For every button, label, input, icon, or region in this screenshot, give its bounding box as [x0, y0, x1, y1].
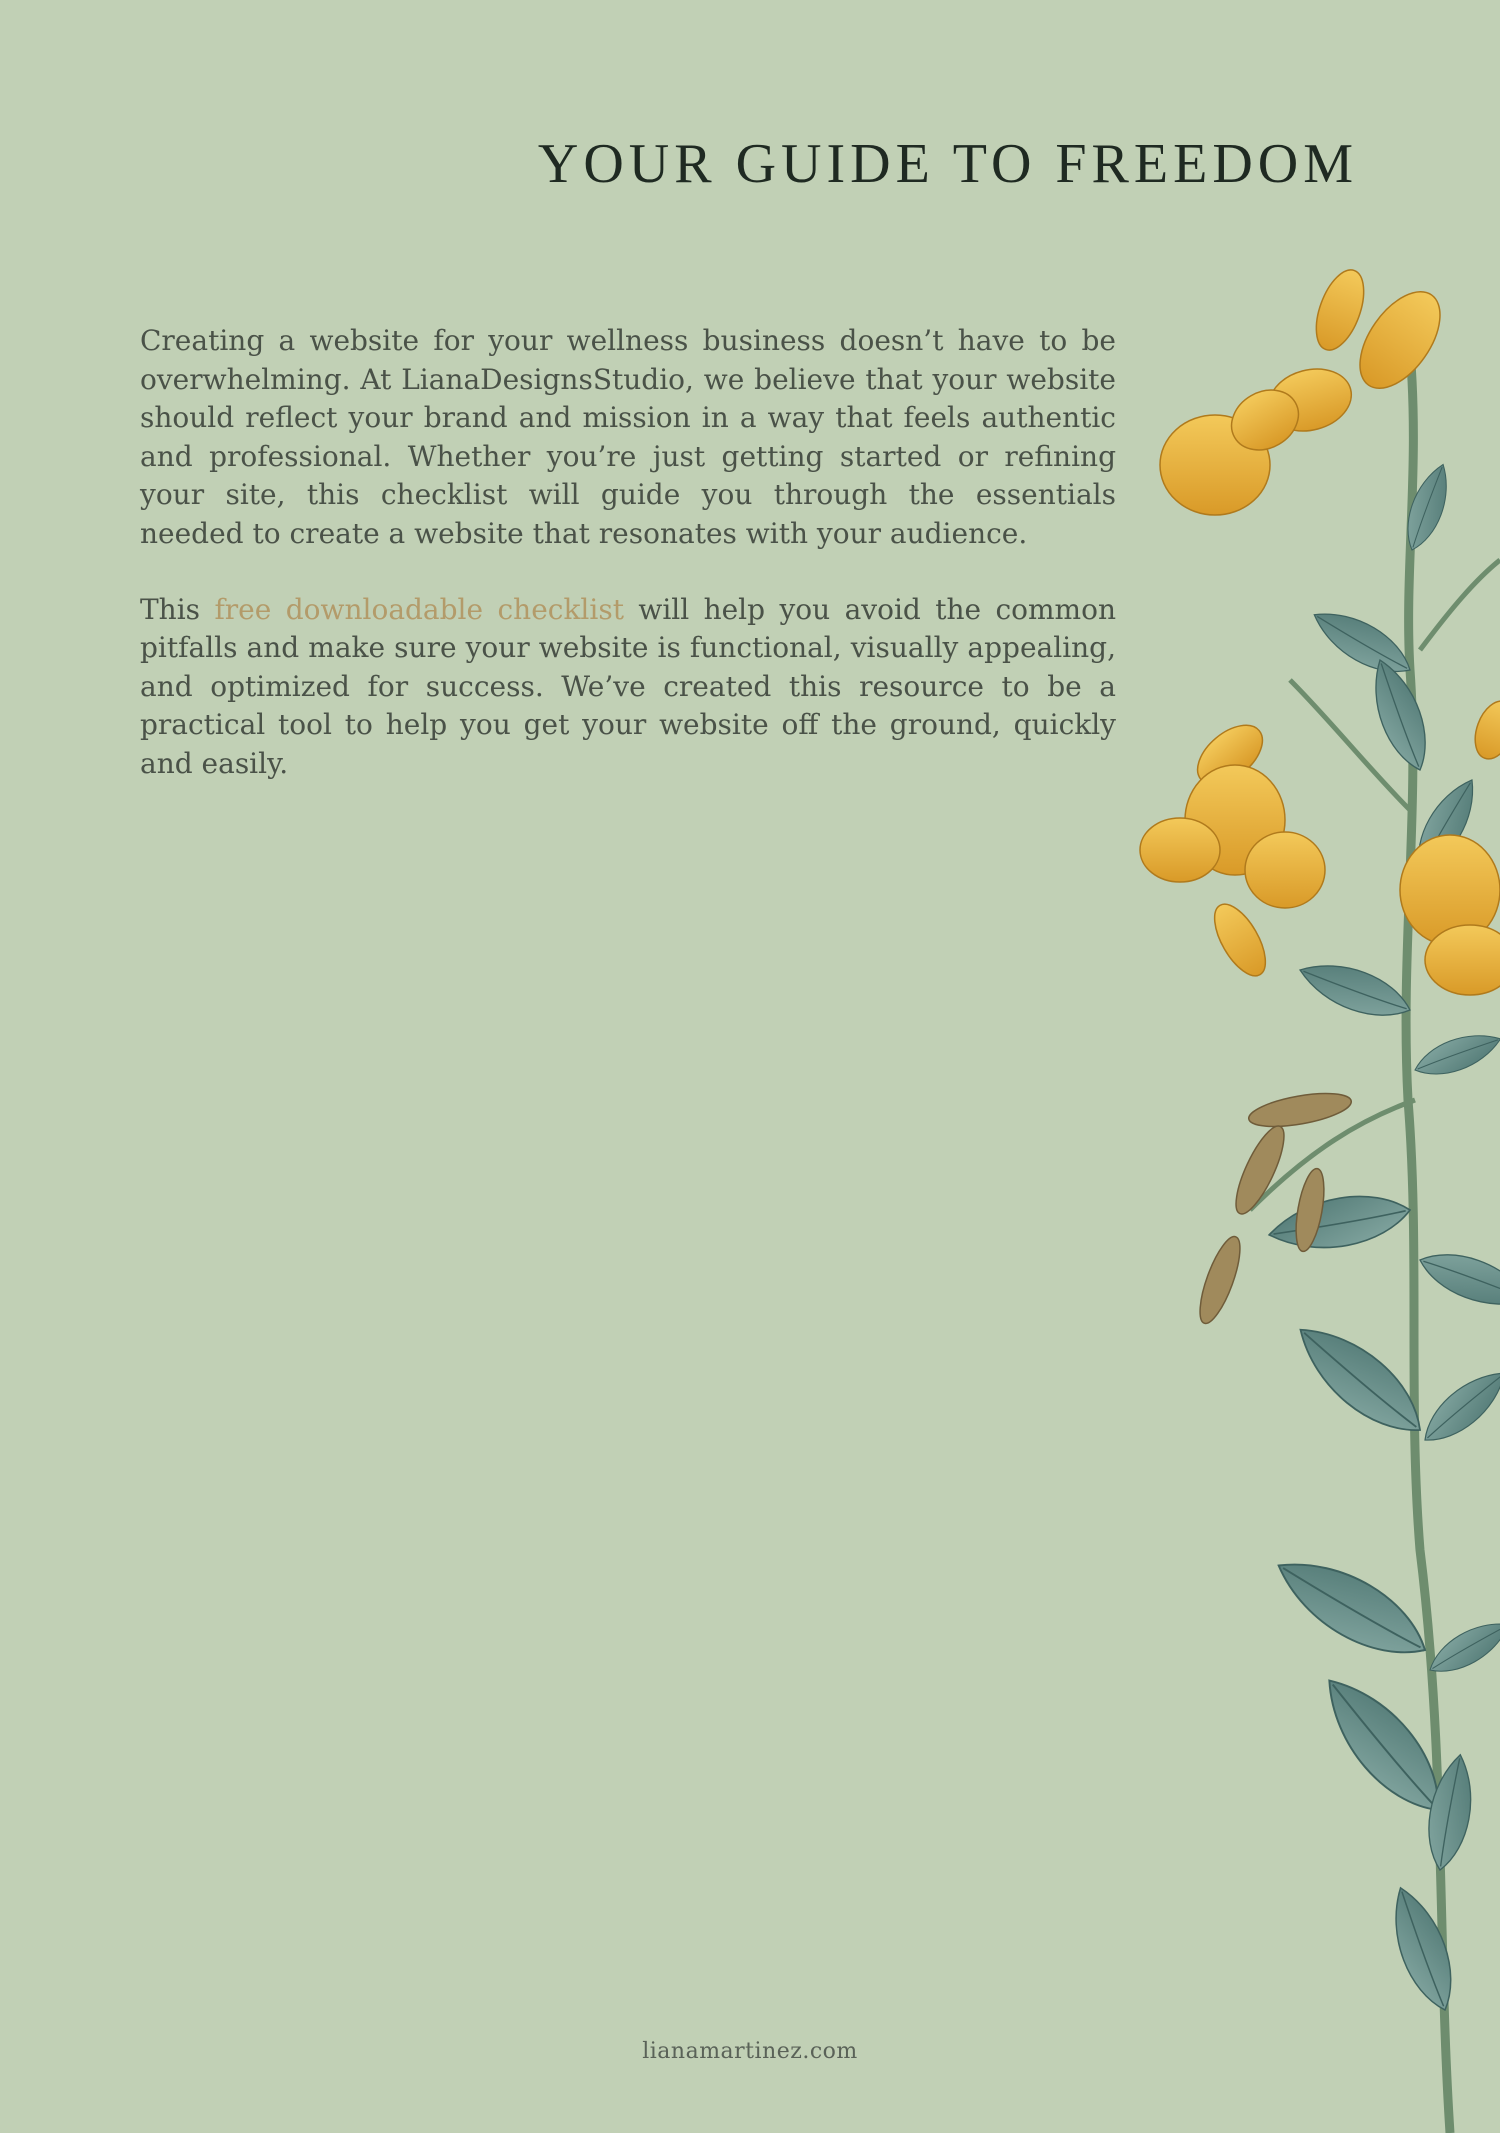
- footer-website[interactable]: lianamartinez.com: [642, 2039, 858, 2064]
- body-text: [140, 322, 1116, 821]
- intro-paragraph: Creating a website for your wellness business doesn’t have to be overwhelming. At LianaDesignsStudio, we believe that your website should reflect your brand and mission in a way that feels authentic and professional. Whether you’re just getting started or refining your site, this checklist will guide you through the essentials needed to create a website that resonates with your audience.: [140, 324, 1116, 550]
- botanical-flower-illustration: [1120, 250, 1500, 2133]
- checklist-paragraph: [140, 591, 1116, 784]
- checklist-highlight-link[interactable]: free downloadable checklist: [214, 592, 624, 626]
- paragraph-lead-text: This: [140, 592, 215, 626]
- paragraph-rest-text: will help you avoid the common pitfalls and make sure your website is functional, visually appealing, and optimized for success. We’ve created this resource to be a practical tool to help you get your website off the ground, quickly and easily.: [140, 592, 1117, 780]
- page-title: YOUR GUIDE TO FREEDOM: [537, 133, 1358, 195]
- flower-cluster: [1140, 264, 1500, 995]
- side-stem-3: [1420, 560, 1500, 650]
